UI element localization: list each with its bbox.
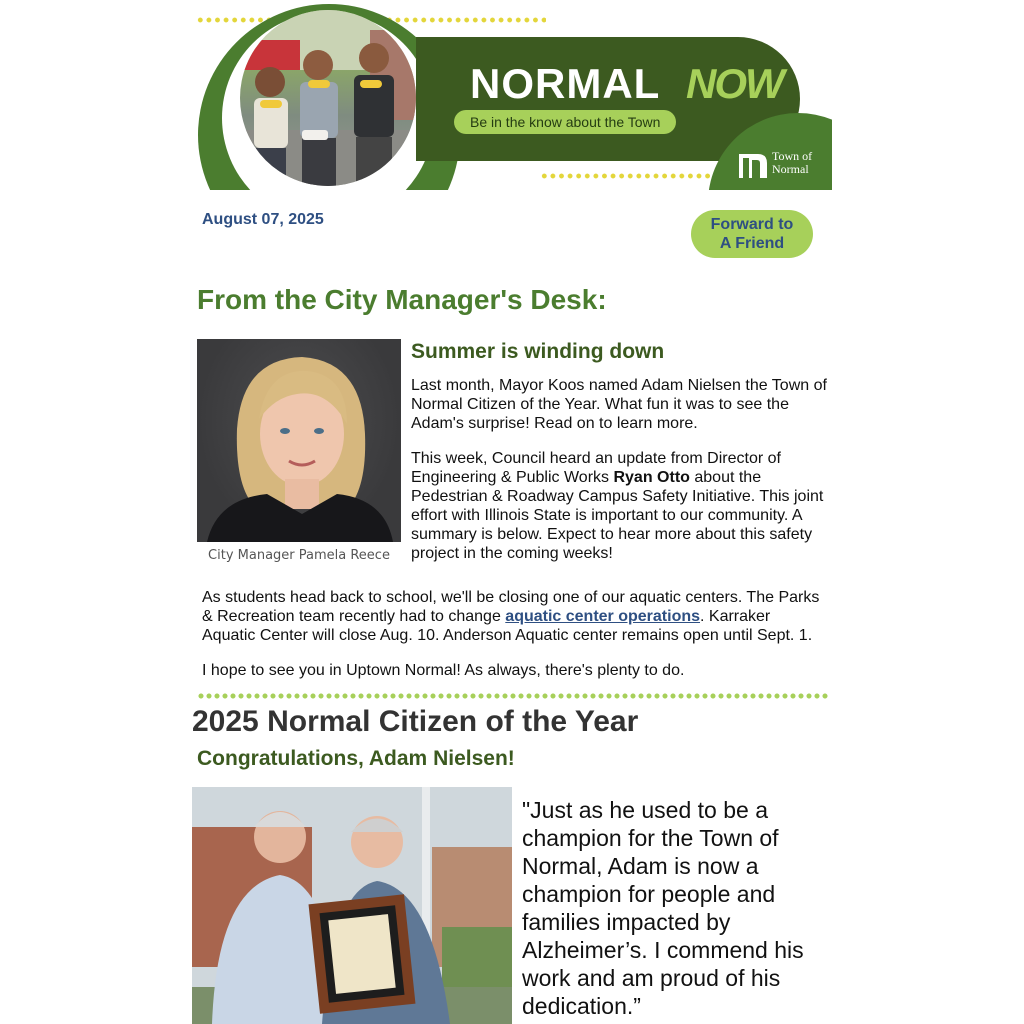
forward-label-line-1: Forward to [710,216,794,233]
article-subheading: Summer is winding down [411,340,665,363]
paragraph [411,449,831,563]
paragraph: I hope to see you in Uptown Normal! As always, there's plenty to do. [202,662,685,679]
bold-name: Ryan Otto [613,469,690,486]
citizen-heading: 2025 Normal Citizen of the Year [192,705,639,738]
town-logo-icon [738,149,768,179]
issue-date: August 07, 2025 [202,211,324,228]
award-presentation-photo [192,787,512,1024]
city-manager-portrait [197,339,401,542]
town-logo[interactable] [738,145,828,185]
award-photo-illustration [192,787,512,1024]
kids-photo-illustration [240,10,416,186]
newsletter-title-accent: NOW [686,60,783,107]
citizen-quote: "Just as he used to be a champion for the Town of Normal, Adam is now a champion for people and families impacted by Alzheimer’s. I commend his work and am proud of his dedication.” [522,797,804,1019]
decorative-dots [540,172,710,180]
dotted-divider [197,692,829,700]
kids-eating-corn-photo [240,10,416,186]
paragraph-text: about the Pedestrian & Roadway Campus Safety Initiative. This joint effort with Illinois State is important to our community. A summary is below. Expect to hear more about this safety project in the coming weeks! [411,469,824,562]
paragraph-text: . Karraker Aquatic Center will close Aug. 10. Anderson Aquatic center remains open until Sept. 1. [202,608,813,644]
paragraph-text: This week, Council heard an update from Director of Engineering & Public Works [411,450,781,486]
paragraph: Last month, Mayor Koos named Adam Nielsen the Town of Normal Citizen of the Year. What fun it was to see the Adam's surprise! Read on to learn more. [411,377,827,432]
section-heading: From the City Manager's Desk: [197,284,607,315]
forward-to-friend-button[interactable] [691,210,813,258]
newsletter-title: NORMAL [470,60,661,107]
citizen-subheading: Congratulations, Adam Nielsen! [197,747,515,770]
tagline: Be in the know about the Town [454,110,676,134]
forward-label-line-2: A Friend [719,235,785,252]
logo-line-1: Town of [772,149,813,163]
aquatic-center-operations-link[interactable]: aquatic center operations [505,608,701,625]
photo-caption: City Manager Pamela Reece [208,548,390,563]
city-manager-photo [197,339,401,542]
header-banner [196,0,832,190]
paragraph [202,588,826,645]
town-logo-text [772,150,812,176]
paragraph-text: As students head back to school, we'll be closing one of our aquatic centers. The Parks & Recreation team recently had to change [202,589,820,625]
logo-line-2: Normal [772,162,809,176]
